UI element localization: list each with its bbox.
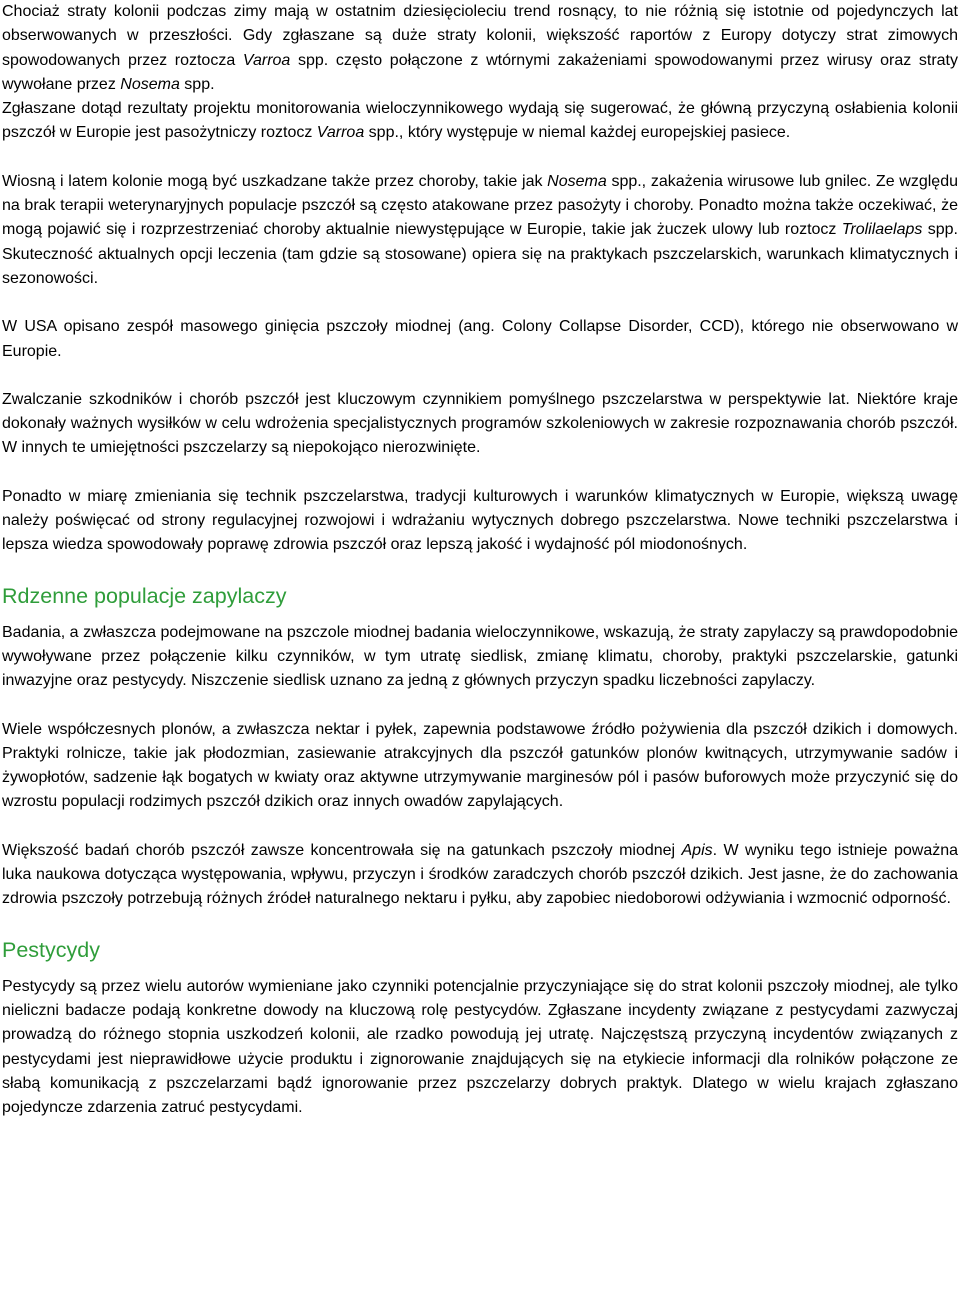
- italic-term: Trolilaelaps: [841, 221, 923, 239]
- spacer: [2, 364, 958, 388]
- body-paragraph: [2, 315, 958, 364]
- body-paragraph: [2, 718, 958, 815]
- spacer: [2, 912, 958, 937]
- italic-term: Nosema: [120, 75, 180, 93]
- italic-term: Nosema: [547, 172, 607, 190]
- section-heading: Pestycydy: [2, 937, 100, 962]
- italic-term: Apis: [681, 841, 713, 859]
- italic-term: Varroa: [316, 124, 365, 142]
- text-run: spp. często połączone z wtórnymi zakażeniami spowodowanymi przez wirusy oraz straty wywołane przez: [2, 51, 958, 93]
- body-paragraph: [2, 388, 958, 461]
- spacer: [2, 461, 958, 485]
- text-run: spp. Skuteczność aktualnych opcji leczenia (tam gdzie są stosowane) opiera się na praktykach pszczelarskich, warunkach klimatycznych i sezonowości.: [2, 221, 958, 287]
- text-run: Wiele współczesnych plonów, a zwłaszcza nektar i pyłek, zapewnia podstawowe źródło pożywienia dla pszczół dzikich i domowych. Praktyki rolnicze, takie jak płodozmian, zasiewanie atrakcyjnych dla pszczół gatunków plonów kwitnących, utrzymywanie sadów i żywopłotów, sadzenie łąk bogatych w kwiaty oraz aktywne utrzymywanie marginesów pól i pasów buforowych może przyczynić się do wzrostu populacji rodzimych pszczół dzikich oraz innych owadów zapylających.: [2, 720, 958, 811]
- text-run: Chociaż straty kolonii podczas zimy mają w ostatnim dziesięcioleciu trend rosnący, to nie różnią się istotnie od pojedynczych lat obserwowanych w przeszłości. Gdy zgłaszane są duże straty kolonii, większość raportów z Europy dotyczy strat zimowych spowodowanych przez roztocza: [2, 3, 958, 69]
- spacer: [2, 963, 958, 975]
- spacer: [2, 815, 958, 839]
- body-paragraph: [2, 621, 958, 694]
- spacer: [2, 291, 958, 315]
- body-paragraph: [2, 975, 958, 1121]
- text-run: Pestycydy są przez wielu autorów wymieniane jako czynniki potencjalnie przyczyniające się do strat kolonii pszczoły miodnej, ale tylko nieliczni badacze podają konkretne dowody na kluczową rolę pestycydów. Zgłaszane incydenty związane z pestycydami zazwyczaj prowadzą do różnego stopnia uszkodzeń kolonii, ale rzadko powodują jej utratę. Najczęstszą przyczyną incydentów związanych z pestycydami jest nieprawidłowe użycie produktu i zignorowanie znajdujących się na etykiecie informacji dla rolników połączone ze słabą komunikacją z pszczelarzami bądź ignorowanie przez pszczelarzy dobrych praktyk. Dlatego w wielu krajach zgłaszano pojedyncze zdarzenia zatruć pestycydami.: [2, 977, 958, 1117]
- spacer: [2, 558, 958, 583]
- body-paragraph: [2, 839, 958, 912]
- text-run: Wiosną i latem kolonie mogą być uszkadzane także przez choroby, takie jak: [2, 172, 548, 190]
- text-run: Zwalczanie szkodników i chorób pszczół jest kluczowym czynnikiem pomyślnego pszczelarstwa w perspektywie lat. Niektóre kraje dokonały ważnych wysiłków w celu wdrożenia specjalistycznych programów szkoleniowych w zakresie rozpoznawania chorób pszczół. W innych te umiejętności pszczelarzy są niepokojąco nierozwinięte.: [2, 390, 958, 457]
- body-paragraph: [2, 0, 958, 97]
- spacer: [2, 609, 958, 621]
- text-run: Ponadto w miarę zmieniania się technik pszczelarstwa, tradycji kulturowych i warunków klimatycznych w Europie, większą uwagę należy poświęcać od strony regulacyjnej rozwojowi i wdrażaniu wytycznych dobrego pszczelarstwa. Nowe techniki pszczelarstwa i lepsza wiedza spowodowały poprawę zdrowia pszczół oraz lepszą jakość i wydajność pól miodonośnych.: [2, 487, 958, 554]
- text-run: Zgłaszane dotąd rezultaty projektu monitorowania wieloczynnikowego wydają się sugerować, że główną przyczyną osłabienia kolonii pszczół w Europie jest pasożytniczy roztocz: [2, 100, 958, 142]
- spacer: [2, 694, 958, 718]
- italic-term: Varroa: [242, 51, 291, 69]
- body-paragraph: [2, 97, 958, 146]
- body-paragraph: [2, 170, 958, 291]
- section-heading: Rdzenne populacje zapylaczy: [2, 583, 287, 608]
- spacer: [2, 146, 958, 170]
- text-run: . W wyniku tego istnieje poważna luka naukowa dotycząca występowania, wpływu, przyczyn i środków zaradczych chorób pszczół dzikich. Jest jasne, że do zachowania zdrowia pszczoły potrzebują różnych źródeł naturalnego nektaru i pyłku, aby zapobiec niedoborowi odżywiania i wzmocnić odporność.: [2, 841, 959, 908]
- text-run: spp., który występuje w niemal każdej europejskiej pasiece.: [364, 124, 791, 142]
- text-run: spp., zakażenia wirusowe lub gnilec. Ze względu na brak terapii weterynaryjnych populacje pszczół są często atakowane przez pasożyty i choroby. Ponadto można także oczekiwać, że mogą pojawić się i rozprzestrzeniać choroby aktualnie niewystępujące w Europie, takie jak żuczek ulowy lub roztocz: [2, 172, 959, 239]
- text-run: spp.: [179, 75, 215, 93]
- text-run: Większość badań chorób pszczół zawsze koncentrowała się na gatunkach pszczoły miodnej: [2, 841, 682, 859]
- text-run: Badania, a zwłaszcza podejmowane na pszczole miodnej badania wieloczynnikowe, wskazują, że straty zapylaczy są prawdopodobnie wywoływane przez połączenie kilku czynników, w tym utratę siedlisk, zmianę klimatu, choroby, praktyki pszczelarskie, gatunki inwazyjne oraz pestycydy. Niszczenie siedlisk uznano za jedną z głównych przyczyn spadku liczebności zapylaczy.: [2, 623, 958, 690]
- text-run: W USA opisano zespół masowego ginięcia pszczoły miodnej (ang. Colony Collapse Disorder, CCD), którego nie obserwowano w Europie.: [2, 318, 958, 360]
- body-paragraph: [2, 485, 958, 558]
